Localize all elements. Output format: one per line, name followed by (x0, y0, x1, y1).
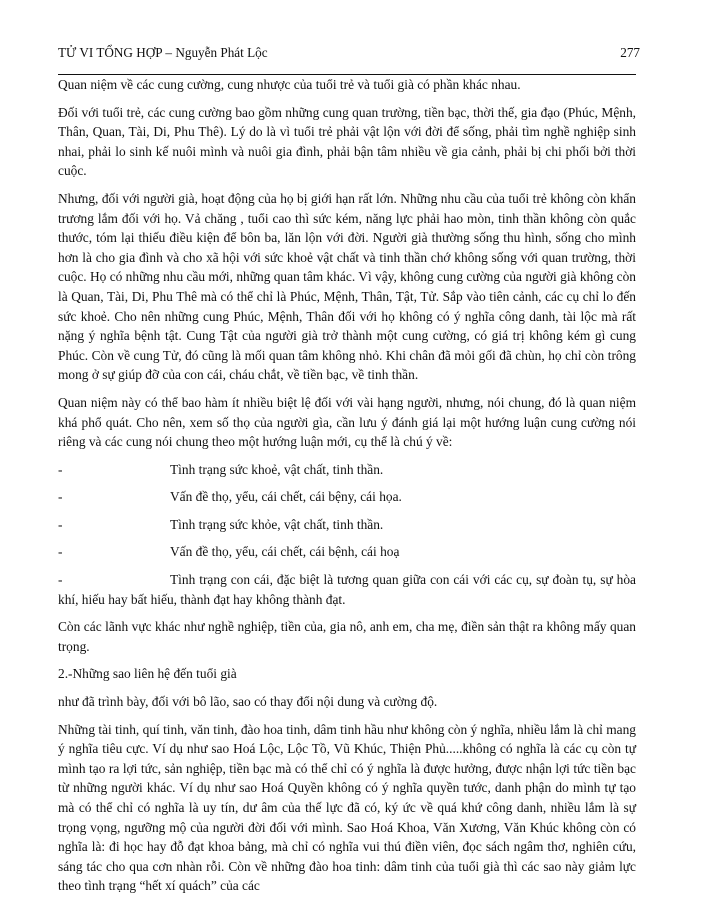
list-bullet: - (58, 489, 63, 505)
list-item (58, 542, 636, 562)
list-item-text: Vấn đề thọ, yểu, cái chết, cái bệnh, cái hoạ (170, 544, 400, 560)
paragraph-other-areas: Còn các lãnh vực khác như nghề nghiệp, tiền của, gia nô, anh em, cha mẹ, điền sản thật ra không mấy quan trọng. (58, 619, 636, 654)
document-body (58, 75, 636, 904)
list-bullet: - (58, 516, 63, 532)
list-item (58, 460, 636, 480)
list-item (58, 487, 636, 507)
running-header (58, 44, 640, 62)
list-item-text: Tình trạng sức khoẻ, vật chất, tinh thần. (170, 461, 384, 477)
list-item (58, 515, 636, 535)
attention-list (58, 460, 636, 610)
list-item-text: Tình trạng con cái, đặc biệt là tương quan giữa con cái với các cụ, sự đoàn tụ, sự hòa khí, hiếu hay bất hiếu, thành đạt hay không thành đạt. (58, 572, 636, 607)
list-bullet: - (58, 572, 63, 588)
section-paragraph-intro: như đã trình bày, đối với bô lão, sao có thay đổi nội dung và cường độ. (58, 694, 438, 710)
section-heading: 2.-Những sao liên hệ đến tuổi già (58, 666, 237, 682)
page-number: 277 (620, 45, 640, 60)
list-item-text: Tình trạng sức khỏe, vật chất, tinh thần. (170, 516, 384, 532)
intro-paragraph: Quan niệm về các cung cường, cung nhược của tuổi trẻ và tuổi già có phần khác nhau. (58, 77, 521, 92)
header-title: TỬ VI TỔNG HỢP – Nguyễn Phát Lộc (58, 45, 268, 60)
paragraph-old-age: Nhưng, đối với người già, hoạt động của họ bị giới hạn rất lớn. Những nhu cầu của tuổi trẻ không còn khẩn trương lắm đối với họ. Vả chăng , tuổi cao thì sức kém, năng lực phải hao mòn, tinh thần không còn quắc thước, tóm lại thiếu điều kiện để bôn ba, lăn lộn với đời. Người già thường sống thu hình, sống cho mình hơn là cho gia đình và cho xã hội với sức khoẻ vật chất và tinh thần chớ không sống với quan trường, thời cuộc. Họ có những nhu cầu mới, những quan tâm khác. Vì vậy, không cung cường của người già không còn là Quan, Tài, Di, Phu Thê mà có thể chỉ là Phúc, Mệnh, Thân, Tật, Tử. Sắp vào tiên cảnh, các cụ chỉ lo đến sức khoẻ. Cho nên những cung Phúc, Mệnh, Thân đối với họ không có ý nghĩa công danh, tài lộc mà rất nặng ý nghĩa bệnh tật. Cung Tật của người già trở thành một cung cường, có giá trị không kém gì cung Phúc. Còn về cung Tử, đó cũng là mối quan tâm không nhỏ. Khi chân đã mỏi gối đã chùn, họ chỉ còn trông mong ở sự giúp đỡ của con cái, cháu chắt, về tiền bạc, về tinh thần. (58, 190, 636, 383)
list-item-text: Vấn đề thọ, yểu, cái chết, cái bệny, cái họa. (170, 489, 402, 505)
list-item (58, 570, 636, 609)
list-bullet: - (58, 544, 63, 560)
list-bullet: - (58, 461, 63, 477)
paragraph-concept: Quan niệm này có thể bao hàm ít nhiều biệt lệ đối với vài hạng người, nhưng, nói chung, đó là quan niệm khá phổ quát. Cho nên, xem số thọ của người gìa, cần lưu ý đánh giá lại một hướng luận cung cường nói riêng và các cung nói chung theo một hướng luận mới, cụ thể là chú ý về: (58, 394, 636, 450)
paragraph-young-age: Đối với tuổi trẻ, các cung cường bao gồm những cung quan trường, tiền bạc, thời thế, gia đạo (Phúc, Mệnh, Thân, Quan, Tài, Di, Phu Thê). Lý do là vì tuổi trẻ phải vật lộn với đời để sống, phải tìm nghề nghiệp sinh nhai, phải lo sinh kế nuôi mình và nuôi gia đình, phải bận tâm nhiều về gia cảnh, phải bị chi phối bởi thời cuộc. (58, 104, 636, 179)
section-paragraph-stars: Những tài tinh, quí tinh, văn tinh, đào hoa tinh, dâm tinh hầu như không còn ý nghĩa, nhiều lắm là chỉ mang ý nghĩa tiêu cực. Ví dụ như sao Hoá Lộc, Lộc Tồ, Vũ Khúc, Thiện Phủ.....không có nghĩa là các cụ còn tự mình tạo ra lợi tức, sản nghiệp, tiền bạc mà có thể chỉ có ý nghĩa là được hưởng, được nhận lợi tức tiền bạc từ những người khác. Ví dụ như sao Hoá Quyền không có ý nghĩa quyền tước, danh phận do mình tự tạo mà có thể chỉ có nghĩa là uy tín, dư âm của thế lực đã có, ký ức về quá khứ công danh, nhiều lắm là sự trọng vọng, ngưỡng mộ của người đời đối với mình. Sao Hoá Khoa, Văn Xương, Văn Khúc không còn có nghĩa là: đi học hay đỗ đạt khoa bảng, mà chỉ có nghĩa vui thú điền viên, đọc sách ngâm thơ, nghiên cứu, sáng tác cho qua cơn nhàn rỗi. Còn về những đào hoa tinh: dâm tinh của tuổi già thì các sao này giảm lực theo tình trạng “hết xí quách” của các (58, 721, 636, 894)
